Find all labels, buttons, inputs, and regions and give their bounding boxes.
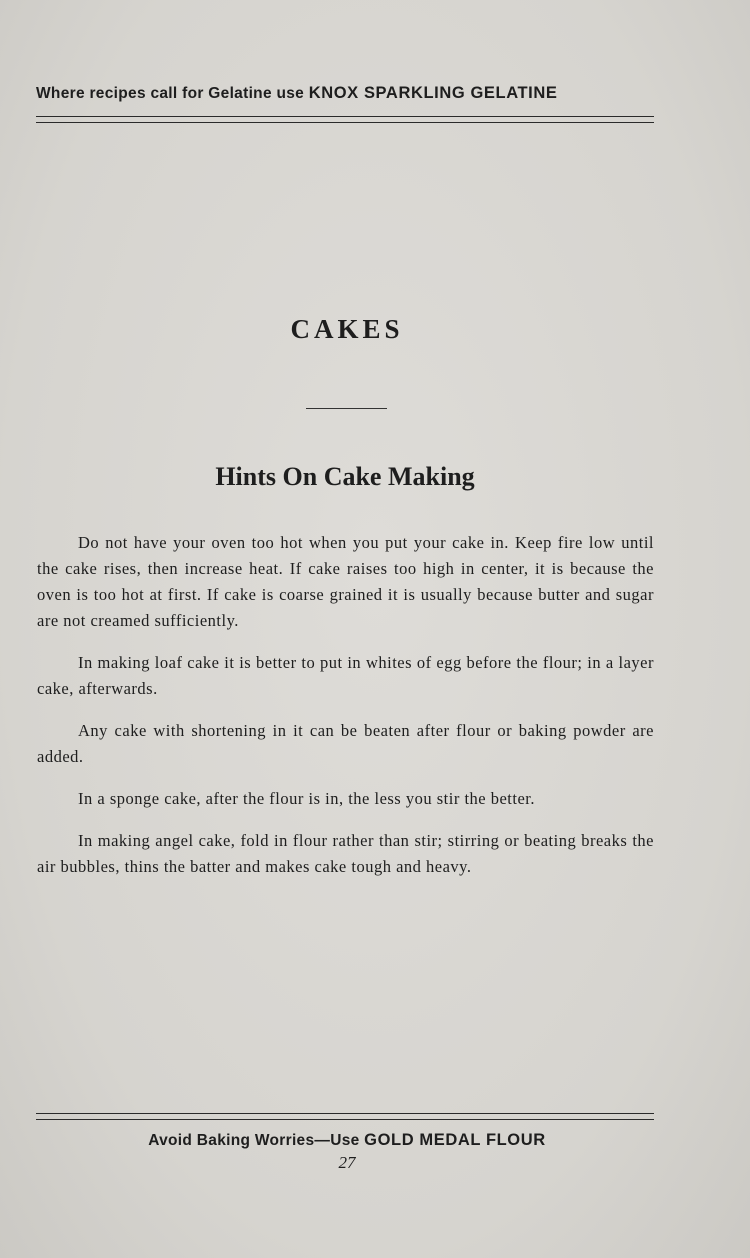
- footer-divider: [36, 1113, 654, 1120]
- paragraph: Do not have your oven too hot when you put your cake in. Keep fire low until the cake rises, then increase heat. If cake raises too high in center, it is because the oven is too hot at first. If cake is coarse grained it is usually because butter and sugar are not creamed sufficiently.: [37, 533, 654, 630]
- paragraph: In making loaf cake it is better to put in whites of egg before the flour; in a layer cake, afterwards.: [37, 653, 654, 698]
- page-number: 27: [338, 1153, 356, 1172]
- section-title: CAKES: [290, 314, 404, 344]
- header-lead: Where recipes call for Gelatine use: [36, 85, 305, 102]
- page-header: [36, 84, 656, 103]
- subtitle: Hints On Cake Making: [215, 462, 475, 491]
- title-divider: [306, 408, 387, 409]
- paragraph: In a sponge cake, after the flour is in, the less you stir the better.: [78, 789, 535, 808]
- footer-brand: GOLD MEDAL FLOUR: [364, 1131, 546, 1149]
- header-brand: KNOX SPARKLING GELATINE: [308, 84, 558, 102]
- header-divider: [36, 116, 654, 123]
- paragraph: In making angel cake, fold in flour rather than stir; stirring or beating breaks the air bubbles, thins the batter and makes cake tough and heavy.: [37, 831, 654, 876]
- paragraph: Any cake with shortening in it can be beaten after flour or baking powder are added.: [37, 721, 654, 766]
- footer-lead: Avoid Baking Worries—Use: [148, 1132, 360, 1149]
- body-text: [37, 530, 654, 896]
- page-footer: [0, 1131, 694, 1150]
